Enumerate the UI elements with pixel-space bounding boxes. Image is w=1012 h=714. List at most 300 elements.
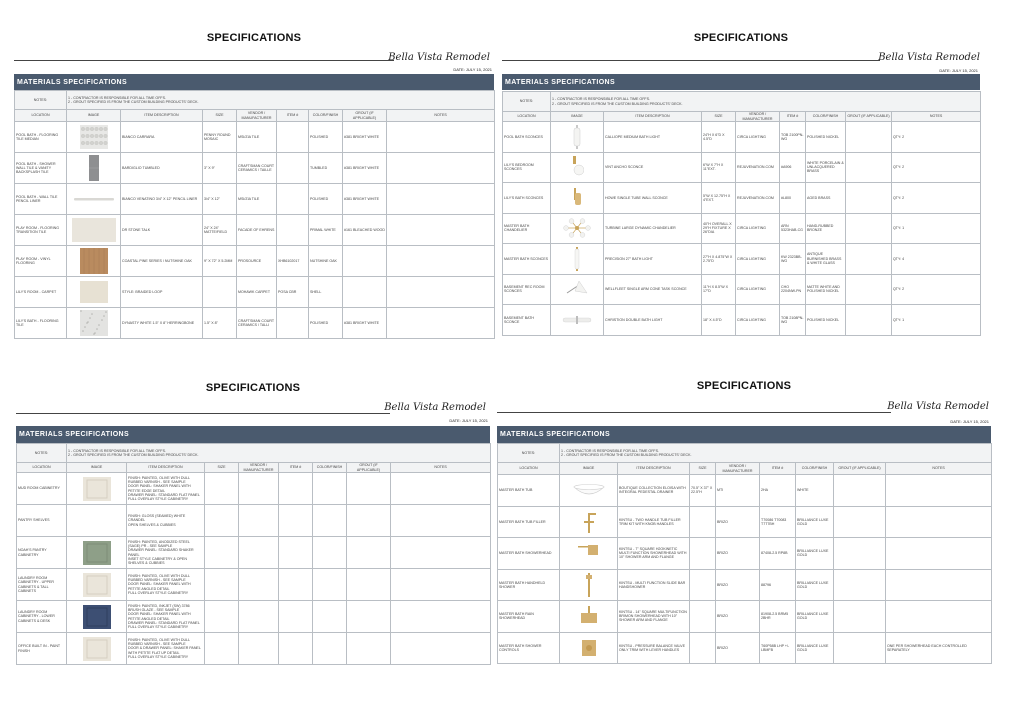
cell-item-number: CHO 2204NW-PN [780, 274, 806, 305]
cell-location: MASTER BATH SHOWERHEAD [498, 538, 560, 570]
stone-tile-image [68, 218, 119, 242]
cell-grout [347, 633, 391, 665]
sconce-double-image [552, 313, 602, 327]
cell-finish: BRILLIANCE LUXE GOLD [796, 601, 834, 633]
cell-notes [391, 601, 491, 633]
cell-location: MASTER BATH TUB [498, 475, 560, 507]
cell-location: MASTER BATH TUB FILLER [498, 506, 560, 538]
cell-grout [834, 569, 886, 601]
cell-finish: PRIMAL WHITE [309, 215, 343, 246]
carpet-image [68, 281, 119, 303]
specifications-table [497, 443, 992, 664]
cell-grout [343, 246, 387, 277]
cell-item-number: T70086 T70083 T7T7BH [760, 506, 796, 538]
cell-grout: #161 BLEACHED WOOD [343, 215, 387, 246]
cell-location: MASTER BATH RAIN SHOWERHEAD [498, 601, 560, 633]
cell-notes: QTY: 2 [892, 122, 981, 153]
page-title: SPECIFICATIONS [693, 32, 789, 44]
column-header-finish: COLOR/FINISH [796, 463, 834, 475]
column-header-image: IMAGE [560, 463, 618, 475]
table-row [503, 244, 981, 275]
cell-location: LILY'S BEDROOM SCONCES [503, 152, 551, 183]
cell-location: MASTER BATH SCONCES [503, 244, 551, 275]
table-row [17, 601, 491, 633]
wood-vinyl-image [68, 248, 119, 274]
product-image-cell [67, 215, 121, 246]
cell-notes: ONE PER SHOWERHEAD EACH CONTROLLED SEPARATELY [886, 632, 992, 664]
divider [16, 413, 390, 414]
cell-finish: POLISHED NICKEL [806, 305, 846, 336]
column-header-size: SIZE [690, 463, 716, 475]
table-row [498, 601, 992, 633]
column-header-size: SIZE [702, 112, 736, 122]
column-header-finish: COLOR/FINISH [806, 112, 846, 122]
cell-location: BASEMENT REC ROOM SCONCES [503, 274, 551, 305]
cell-finish: NUTSHINE OAK [309, 246, 343, 277]
cell-location: PLAY ROOM - FLOORING TRANSITION TILE [15, 215, 67, 246]
cell-location: BASEMENT BATH SCONCE [503, 305, 551, 336]
cell-finish: SHELL [309, 277, 343, 308]
table-row [15, 153, 495, 184]
cell-description: BIANCO CARRARA [121, 122, 203, 153]
column-header-notes: NOTES [391, 463, 491, 473]
cell-size [205, 569, 239, 601]
table-row [498, 475, 992, 507]
column-header-item-number: ITEM # [780, 112, 806, 122]
chandelier-image [552, 216, 602, 240]
product-image-cell [560, 569, 618, 601]
table-row [503, 152, 981, 183]
column-header-location: LOCATION [17, 463, 67, 473]
cell-notes: QTY: 2 [892, 152, 981, 183]
sconce-globe-image [552, 154, 602, 180]
cell-vendor: CRAFTSMAN COURT CERAMICS / TALLI [237, 308, 277, 339]
cell-location: POOL BATH - FLOORING TILE MEDIAN [15, 122, 67, 153]
cell-finish: HAND-RUBBED BRONZE [806, 213, 846, 244]
cell-description: FINISH: PAINTED, INKJET (SW) 3786 BRUSH GLAZE - SEE SAMPLE DOOR PANEL: SHAKER PANEL WITH PETITE ANGLED DETAIL DRAWER PANEL: STANDARD FLAT PANEL FULL OVERLAY STYLE CABINETRY [127, 601, 205, 633]
grey-tile-image [68, 155, 119, 181]
sconce-bar-image [552, 246, 602, 272]
date-label: DATE: JULY 15, 2021 [950, 419, 989, 424]
cell-item-number [277, 184, 309, 215]
notes-row [15, 91, 495, 110]
showerhead-image [561, 542, 616, 564]
cell-vendor: MTI [716, 475, 760, 507]
cell-item-number [277, 122, 309, 153]
product-image-cell [551, 305, 604, 336]
cell-description: FINISH: PAINTED, OLIVE WITH DULL RUBBED VARNISH - SEE SAMPLE DOOR PANEL: SHAKER PANEL WITH PETITE ANGLED DETAIL FULL OVERLAY STYLE CABINETRY [127, 569, 205, 601]
spec-sheet-lighting [502, 30, 980, 342]
cell-item-number: #L800 [780, 183, 806, 214]
column-header-description: ITEM DESCRIPTION [127, 463, 205, 473]
cell-description: FINISH: PAINTED, ANODIZED STEEL (SAGE) PR - SEE SAMPLE DRAWER PANEL: STANDARD SHAKER PANEL INSET STYLE CABINETRY & OPEN SHELVES & CUBBIES [127, 537, 205, 569]
cell-grout [846, 122, 892, 153]
column-header-notes: NOTES [886, 463, 992, 475]
cell-notes: QTY: 4 [892, 244, 981, 275]
cell-notes [391, 473, 491, 505]
cell-size: 70.5" X 37" X 22.5"H [690, 475, 716, 507]
cell-notes [391, 569, 491, 601]
cell-vendor: BRIZO [716, 538, 760, 570]
cell-grout: #381 BRIGHT WHITE [343, 184, 387, 215]
cell-notes: QTY: 2 [892, 274, 981, 305]
cell-description: DYNASTY WHITE 1.5" X 8" HERRINGBONE [121, 308, 203, 339]
sconce-brass-image [552, 185, 602, 211]
product-image-cell [67, 633, 127, 665]
cell-location: OFFICE BUILT IN - PAINT FINISH [17, 633, 67, 665]
cell-item-number [279, 601, 313, 633]
cab-cream-image [68, 477, 125, 501]
product-image-cell [67, 569, 127, 601]
column-header-size: SIZE [203, 110, 237, 122]
page-title: SPECIFICATIONS [206, 32, 302, 44]
cell-size: 1.5" X 8" [203, 308, 237, 339]
cell-notes [886, 538, 992, 570]
tub-image [561, 481, 616, 499]
cell-finish: BRILLIANCE LUXE GOLD [796, 569, 834, 601]
product-image-cell [560, 538, 618, 570]
cell-grout [834, 538, 886, 570]
cell-notes [387, 184, 495, 215]
cell-notes [886, 506, 992, 538]
cell-item-number: 88796 [760, 569, 796, 601]
cell-vendor: CIRCA LIGHTING [736, 213, 780, 244]
cell-size [203, 277, 237, 308]
header-row [503, 112, 981, 122]
cell-size [205, 537, 239, 569]
cell-size: 3" X 9" [203, 153, 237, 184]
divider [497, 412, 891, 413]
cell-description: HOWE SINGLE TUBE WALL SCONCE [604, 183, 702, 214]
column-header-vendor: VENDOR / MANUFACTURER [239, 463, 279, 473]
cell-vendor: CRAFTSMAN COURT CERAMICS / TAILLE [237, 153, 277, 184]
cell-size [690, 506, 716, 538]
cell-description: KINTSU - 14" SQUARE MULTIFUNCTION BRIMON SHOWERHEAD WITH 10" SHOWER ARM AND FLANGE [618, 601, 690, 633]
cell-size: 40"H OVERALL X 29"H FIXTURE X 26"DIA [702, 213, 736, 244]
cell-description: COASTAL PINE SERIES / NUTSHINE OAK [121, 246, 203, 277]
cell-finish: WHITE [796, 475, 834, 507]
table-row [498, 569, 992, 601]
cell-location: NOAH'S PANTRY CABINETRY [17, 537, 67, 569]
specifications-table [16, 443, 491, 665]
cell-finish: POLISHED [309, 122, 343, 153]
product-image-cell [560, 506, 618, 538]
product-image-cell [67, 473, 127, 505]
cell-size: 27"H X 4.875"W X 2.75"D [702, 244, 736, 275]
cell-description: PRECISION 27" BATH LIGHT [604, 244, 702, 275]
cell-vendor: REJUVENATION.COM [736, 183, 780, 214]
product-image-cell [67, 537, 127, 569]
cell-size: 24" X 24" MATTE/FIELD [203, 215, 237, 246]
cell-finish: TUMBLED [309, 153, 343, 184]
table-row [503, 183, 981, 214]
table-row [498, 632, 992, 664]
cell-notes [387, 215, 495, 246]
column-header-location: LOCATION [503, 112, 551, 122]
notes-label: NOTES: [503, 92, 551, 112]
cell-vendor: MSI/ZIA TILE [237, 122, 277, 153]
cell-finish: POLISHED [309, 184, 343, 215]
cell-description: KINTSU - TWO HANDLE TUB FILLER TRIM KIT WITH KNOB HANDLES [618, 506, 690, 538]
table-row [17, 569, 491, 601]
cell-description: KINTSU - 7" SQUARE H2OKINETIC MULTI FUNCTION SHOWERHEAD WITH 10" SHOWER ARM AND FLANGE [618, 538, 690, 570]
cell-finish: BRILLIANCE LUXE GOLD [796, 632, 834, 664]
cell-size [690, 538, 716, 570]
cell-notes [391, 537, 491, 569]
cell-item-number [277, 153, 309, 184]
cell-item-number [279, 505, 313, 537]
product-image-cell [67, 277, 121, 308]
page-title: SPECIFICATIONS [205, 382, 301, 394]
cell-notes [391, 633, 491, 665]
cell-notes: QTY: 1 [892, 213, 981, 244]
cell-notes [387, 277, 495, 308]
cell-item-number [279, 633, 313, 665]
cell-description: FINISH: GLOSS (SEAMED) WHITE CRANDEL OPEN SHELVES & CUBBIES [127, 505, 205, 537]
product-image-cell [67, 153, 121, 184]
cell-grout [347, 505, 391, 537]
table-row [17, 537, 491, 569]
header-row [498, 463, 992, 475]
cell-notes [886, 569, 992, 601]
column-header-image: IMAGE [551, 112, 604, 122]
product-image-cell [551, 213, 604, 244]
table-row [498, 538, 992, 570]
cell-vendor [239, 505, 279, 537]
cab-green-image [68, 541, 125, 565]
cell-item-number: 2HA [760, 475, 796, 507]
cell-item-number: POSA CBR [277, 277, 309, 308]
cell-finish: POLISHED NICKEL [806, 122, 846, 153]
cell-notes [391, 505, 491, 537]
cell-location: MASTER BATH SHOWER CONTROLS [498, 632, 560, 664]
cell-vendor [239, 537, 279, 569]
cell-size: 5"W X 12.75"H X 4"EXT. [702, 183, 736, 214]
column-header-location: LOCATION [498, 463, 560, 475]
cell-size: 24"H X 6"D X 4.5"D [702, 122, 736, 153]
column-header-size: SIZE [205, 463, 239, 473]
cell-item-number: ARN 5323HAB-CG [780, 213, 806, 244]
cell-finish [313, 505, 347, 537]
cell-item-number [279, 569, 313, 601]
cell-vendor [239, 473, 279, 505]
cell-description: KINTSU - PRESSURE BALANCE VALVE ONLY TRIM WITH LEVER HANDLES [618, 632, 690, 664]
cell-grout [347, 601, 391, 633]
cell-grout [347, 473, 391, 505]
cell-size [690, 601, 716, 633]
product-image-cell [551, 152, 604, 183]
cell-vendor [239, 633, 279, 665]
cell-finish: MATTE WHITE AND POLISHED NICKEL [806, 274, 846, 305]
cell-description: VINT ANCHO SCONCE [604, 152, 702, 183]
product-image-cell [67, 184, 121, 215]
cell-location: MASTER BATH CHANDELIER [503, 213, 551, 244]
sconce-tube-image [552, 124, 602, 150]
cell-grout: #381 BRIGHT WHITE [343, 308, 387, 339]
cell-vendor [239, 601, 279, 633]
cell-vendor: BRIZO [716, 569, 760, 601]
column-header-finish: COLOR/FINISH [313, 463, 347, 473]
column-header-item-number: ITEM # [279, 463, 313, 473]
cell-finish [313, 537, 347, 569]
specifications-table [14, 90, 495, 339]
cell-size [690, 569, 716, 601]
column-header-description: ITEM DESCRIPTION [121, 110, 203, 122]
notes-row [503, 92, 981, 112]
cell-grout [846, 274, 892, 305]
cell-description: FINISH: PAINTED, OLIVE WITH DULL RUBBED VARNISH - SEE SAMPLE DOOR & DRAWER PANEL: SHAKER PANEL WITH PETITE FLAT UP DETAIL FULL OVERLAY STYLE CABINETRY [127, 633, 205, 665]
notes-label: NOTES: [15, 91, 67, 110]
column-header-grout: GROUT (IF APPLICABLE) [834, 463, 886, 475]
cell-vendor: CIRCA LIGHTING [736, 122, 780, 153]
brand-logo: Bella Vista Remodel [878, 52, 980, 63]
section-banner: MATERIALS SPECIFICATIONS [502, 74, 980, 90]
table-row [503, 274, 981, 305]
cell-size: 9" X 72" X 5.2MM [203, 246, 237, 277]
cell-item-number: T60P58B LHP +/-LBMFB [760, 632, 796, 664]
cell-finish [313, 569, 347, 601]
handshower-image [561, 572, 616, 598]
page-title: SPECIFICATIONS [696, 380, 792, 392]
product-image-cell [67, 122, 121, 153]
column-header-location: LOCATION [15, 110, 67, 122]
cell-location: POOL BATH SCONCES [503, 122, 551, 153]
cell-description: BOUTIQUE COLLECTION ELOISA WITH INTEGRAL PEDESTAL DRAINER [618, 475, 690, 507]
column-header-notes: NOTES [387, 110, 495, 122]
cell-finish: AGED BRASS [806, 183, 846, 214]
table-row [15, 277, 495, 308]
cell-notes: QTY: 1 [892, 305, 981, 336]
cell-location: POOL BATH - WALL TILE PENCIL LINER [15, 184, 67, 215]
cell-item-number [277, 215, 309, 246]
notes-label: NOTES: [498, 444, 560, 463]
cell-location: LILY'S BATH - FLOORING TILE [15, 308, 67, 339]
marble-tile-image [68, 125, 119, 149]
section-banner: MATERIALS SPECIFICATIONS [497, 426, 991, 443]
column-header-vendor: VENDOR / MANUFACTURER [736, 112, 780, 122]
cell-description: DR STONE TALK [121, 215, 203, 246]
cell-grout [846, 305, 892, 336]
cell-item-number: KW 2323BB-WG [780, 244, 806, 275]
cell-grout [834, 506, 886, 538]
column-header-grout: GROUT (IF APPLICABLE) [347, 463, 391, 473]
cell-grout [846, 152, 892, 183]
column-header-image: IMAGE [67, 463, 127, 473]
product-image-cell [560, 632, 618, 664]
cell-notes [387, 122, 495, 153]
spec-sheet-materials-tile [14, 30, 494, 342]
cab-cream-image [68, 573, 125, 597]
table-row [15, 122, 495, 153]
notes-text: 1 - CONTRACTOR IS RESPONSIBLE FOR ALL TIME OFFS. 2 - GROUT SPECIFIED IS FROM THE CUSTOM BUILDING PRODUCTS' DECK. [67, 444, 491, 463]
cell-vendor: BRIZO [716, 506, 760, 538]
cell-location: MASTER BATH HANDHELD SHOWER [498, 569, 560, 601]
cell-notes [387, 153, 495, 184]
column-header-item-number: ITEM # [277, 110, 309, 122]
cell-item-number: 81908-2.5 BRM5 2BHR [760, 601, 796, 633]
cell-finish [313, 601, 347, 633]
cell-vendor: BRIZO [716, 601, 760, 633]
valve-image [561, 636, 616, 660]
table-row [503, 305, 981, 336]
table-row [17, 473, 491, 505]
product-image-cell [551, 122, 604, 153]
specifications-table [502, 91, 981, 336]
cell-grout [834, 475, 886, 507]
cell-grout: #381 BRIGHT WHITE [343, 153, 387, 184]
cell-description: STYLE: BRAIDED LOOP [121, 277, 203, 308]
cell-grout [343, 277, 387, 308]
cell-grout [347, 569, 391, 601]
table-row [503, 213, 981, 244]
cell-vendor: CIRCA LIGHTING [736, 274, 780, 305]
column-header-description: ITEM DESCRIPTION [618, 463, 690, 475]
cell-vendor: FACADE OF EHRENS [237, 215, 277, 246]
notes-row [17, 444, 491, 463]
divider [502, 60, 880, 61]
column-header-finish: COLOR/FINISH [309, 110, 343, 122]
cell-notes [886, 601, 992, 633]
cell-location: LAUNDRY ROOM CABINETRY - LOWER CABINETS & DESK [17, 601, 67, 633]
product-image-cell [67, 505, 127, 537]
cell-location: LILY'S BATH SCONCES [503, 183, 551, 214]
cell-vendor: BRIZO [716, 632, 760, 664]
cell-description: TURBINE LARGE DYNAMIC CHANDELIER [604, 213, 702, 244]
cell-location: MUD ROOM CABINETRY [17, 473, 67, 505]
cell-item-number: TOB 2100PN-WG [780, 122, 806, 153]
cell-item-number [279, 473, 313, 505]
brand-logo: Bella Vista Remodel [887, 401, 989, 412]
notes-text: 1 - CONTRACTOR IS RESPONSIBLE FOR ALL TIME OFFS. 2 - GROUT SPECIFIED IS FROM THE CUSTOM BUILDING PRODUCTS' DECK. [67, 91, 495, 110]
cell-notes [387, 308, 495, 339]
divider [14, 60, 394, 61]
cell-description: WELLFLEET SINGLE ARM CONE TASK SCONCE [604, 274, 702, 305]
column-header-notes: NOTES [892, 112, 981, 122]
product-image-cell [67, 308, 121, 339]
pencil-liner-image [68, 196, 119, 202]
cell-size: 18" X 4.5"D [702, 305, 736, 336]
product-image-cell [551, 244, 604, 275]
section-banner: MATERIALS SPECIFICATIONS [16, 426, 490, 443]
header-row [15, 110, 495, 122]
cell-finish: WHITE PORCELAIN & UNLACQUERED BRASS [806, 152, 846, 183]
cell-item-number: #A906 [780, 152, 806, 183]
cell-item-number: TOB 2108PN-WG [780, 305, 806, 336]
column-header-image: IMAGE [67, 110, 121, 122]
cell-description: KINTSU - MULTI FUNCTION SLIDE BAR HANDSHOWER [618, 569, 690, 601]
date-label: DATE: JULY 15, 2021 [939, 68, 978, 73]
cell-grout [347, 537, 391, 569]
table-row [15, 246, 495, 277]
table-row [498, 506, 992, 538]
cab-cream-image [68, 637, 125, 661]
cell-description: FINISH: PAINTED, OLIVE WITH DULL RUBBED VARNISH - SEE SAMPLE DOOR PANEL: SHAKER PANEL WITH PETITE EDGE DETAIL DRAWER PANEL: STANDARD FLAT PANEL FULL OVERLAY STYLE CABINETRY [127, 473, 205, 505]
cell-location: LILY'S ROOM - CARPET [15, 277, 67, 308]
sconce-arm-image [552, 277, 602, 301]
terrazzo-image [68, 310, 119, 336]
cell-notes [387, 246, 495, 277]
cell-vendor: PROSOURCE [237, 246, 277, 277]
spec-sheet-cabinetry [16, 380, 490, 665]
cell-vendor: MOHAWK CARPET [237, 277, 277, 308]
cell-item-number [279, 537, 313, 569]
cell-grout: #381 BRIGHT WHITE [343, 122, 387, 153]
table-row [503, 122, 981, 153]
table-row [15, 215, 495, 246]
cell-finish: POLISHED [309, 308, 343, 339]
cell-size: 3/4" X 12" [203, 184, 237, 215]
notes-text: 1 - CONTRACTOR IS RESPONSIBLE FOR ALL TIME OFFS. 2 - GROUT SPECIFIED IS FROM THE CUSTOM BUILDING PRODUCTS' DECK. [551, 92, 981, 112]
